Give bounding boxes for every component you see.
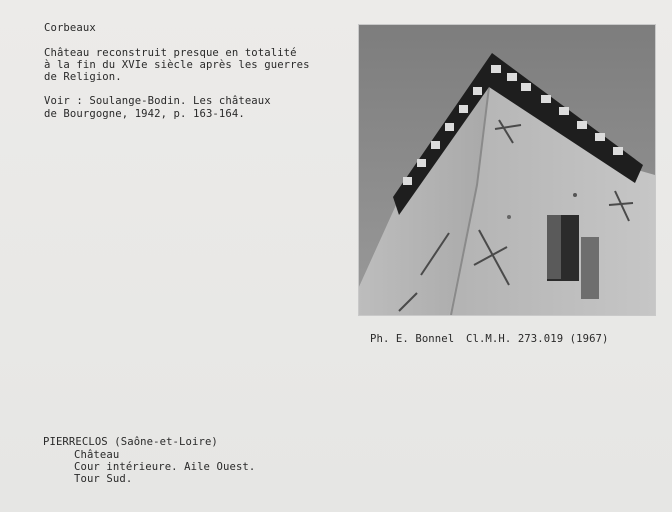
tower-photo-image (359, 25, 655, 315)
photo-credit: Ph. E. Bonnel (370, 333, 455, 345)
subject-heading: Corbeaux (44, 22, 96, 34)
reference-line: de Bourgogne, 1942, p. 163-164. (44, 108, 245, 120)
reference-line: Voir : Soulange-Bodin. Les châteaux (44, 95, 271, 107)
description-line: de Religion. (44, 71, 122, 83)
location-detail-line: Cour intérieure. Aile Ouest. (74, 461, 256, 473)
location-detail-line: Tour Sud. (74, 473, 133, 485)
tower-photograph (358, 24, 656, 316)
description-line: à la fin du XVIe siècle après les guerres (44, 59, 310, 71)
description-line: Château reconstruit presque en totalité (44, 47, 297, 59)
location-detail-line: Château (74, 449, 120, 461)
photo-reference: Cl.M.H. 273.019 (1967) (466, 333, 609, 345)
location-heading: PIERRECLOS (Saône-et-Loire) (43, 436, 218, 448)
